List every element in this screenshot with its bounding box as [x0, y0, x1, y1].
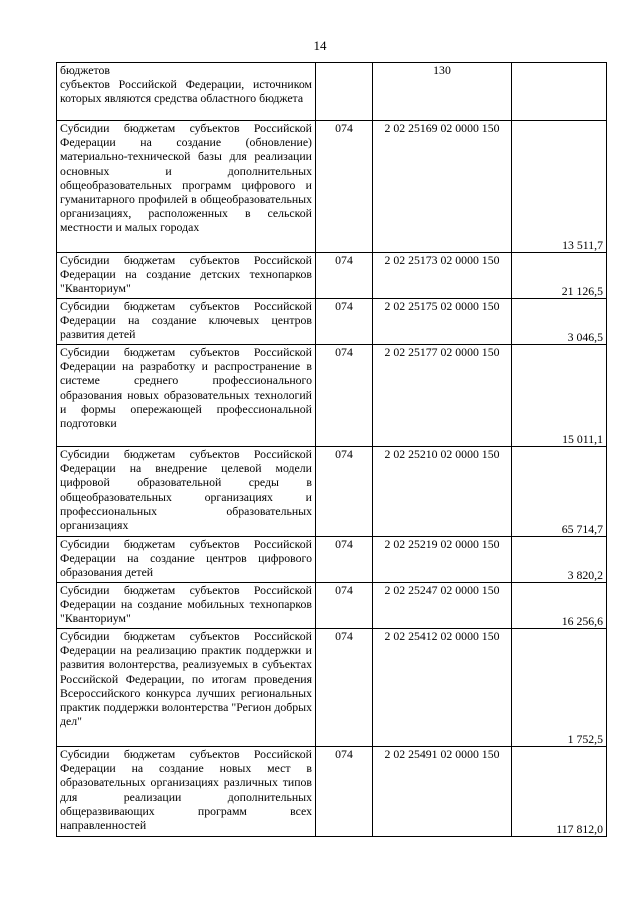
table-row — [57, 447, 607, 537]
amount-cell — [512, 63, 607, 121]
revenue-code-cell: 2 02 25412 02 0000 150 — [373, 629, 512, 747]
amount-cell: 16 256,6 — [512, 583, 607, 629]
table-row — [57, 63, 607, 121]
revenue-name-cell: Субсидии бюджетам субъектов Российской Федерации на создание новых мест в образовательных организациях различных типов для реализации дополнительных общеразвивающих программ всех направленностей — [57, 747, 316, 837]
revenue-name-cell: Субсидии бюджетам субъектов Российской Федерации на создание мобильных технопарков "Кванториум" — [57, 583, 316, 629]
table-row — [57, 345, 607, 447]
admin-code-cell: 074 — [316, 299, 373, 345]
revenue-code-cell: 2 02 25247 02 0000 150 — [373, 583, 512, 629]
admin-code-cell — [316, 63, 373, 121]
admin-code-cell: 074 — [316, 447, 373, 537]
table-row — [57, 747, 607, 837]
revenue-name-cell: Субсидии бюджетам субъектов Российской Федерации на создание детских технопарков "Кванториум" — [57, 253, 316, 299]
admin-code-cell: 074 — [316, 629, 373, 747]
revenue-name-cell: Субсидии бюджетам субъектов Российской Федерации на внедрение целевой модели цифровой образовательной среды в общеобразовательных организациях и профессиональных образовательных организациях — [57, 447, 316, 537]
table-row — [57, 299, 607, 345]
revenue-name-cell: бюджетов субъектов Российской Федерации, источником которых являются средства областного бюджета — [57, 63, 316, 121]
amount-cell: 3 820,2 — [512, 537, 607, 583]
table-row — [57, 629, 607, 747]
table-row — [57, 253, 607, 299]
table-row — [57, 121, 607, 253]
revenue-name-cell: Субсидии бюджетам субъектов Российской Федерации на создание центров цифрового образования детей — [57, 537, 316, 583]
revenue-code-cell: 2 02 25210 02 0000 150 — [373, 447, 512, 537]
revenue-name-cell: Субсидии бюджетам субъектов Российской Федерации на создание (обновление) материально-технической базы для реализации основных и дополнительных общеобразовательных программ цифрового и гуманитарного профилей в общеобразовательных организациях, расположенных в сельской местности и малых городах — [57, 121, 316, 253]
amount-cell: 13 511,7 — [512, 121, 607, 253]
amount-cell: 117 812,0 — [512, 747, 607, 837]
admin-code-cell: 074 — [316, 747, 373, 837]
table-row — [57, 537, 607, 583]
revenue-name-text: субъектов Российской Федерации, источником которых являются средства областного бюджета — [60, 77, 312, 106]
page-number: 14 — [313, 38, 327, 53]
revenue-code-cell: 2 02 25219 02 0000 150 — [373, 537, 512, 583]
revenue-name-cell: Субсидии бюджетам субъектов Российской Федерации на разработку и распространение в системе среднего профессионального образования новых образовательных технологий и формы опережающей профессиональной подготовки — [57, 345, 316, 447]
admin-code-cell: 074 — [316, 253, 373, 299]
amount-cell: 15 011,1 — [512, 345, 607, 447]
amount-cell: 21 126,5 — [512, 253, 607, 299]
revenue-name-cell: Субсидии бюджетам субъектов Российской Федерации на создание ключевых центров развития детей — [57, 299, 316, 345]
amount-cell: 1 752,5 — [512, 629, 607, 747]
revenue-code-cell: 2 02 25173 02 0000 150 — [373, 253, 512, 299]
admin-code-cell: 074 — [316, 345, 373, 447]
revenue-code-cell: 2 02 25177 02 0000 150 — [373, 345, 512, 447]
table-body — [57, 63, 607, 837]
revenue-code-cell: 130 — [373, 63, 512, 121]
revenue-code-cell: 2 02 25175 02 0000 150 — [373, 299, 512, 345]
revenue-name-cell: Субсидии бюджетам субъектов Российской Федерации на реализацию практик поддержки и развития волонтерства, реализуемых в субъектах Российской Федерации, по итогам проведения Всероссийского конкурса лучших региональных практик поддержки волонтерства "Регион добрых дел" — [57, 629, 316, 747]
admin-code-cell: 074 — [316, 537, 373, 583]
amount-cell: 65 714,7 — [512, 447, 607, 537]
budget-revenue-table — [56, 62, 607, 837]
table-row — [57, 583, 607, 629]
revenue-code-cell: 2 02 25169 02 0000 150 — [373, 121, 512, 253]
admin-code-cell: 074 — [316, 583, 373, 629]
revenue-code-cell: 2 02 25491 02 0000 150 — [373, 747, 512, 837]
amount-cell: 3 046,5 — [512, 299, 607, 345]
admin-code-cell: 074 — [316, 121, 373, 253]
